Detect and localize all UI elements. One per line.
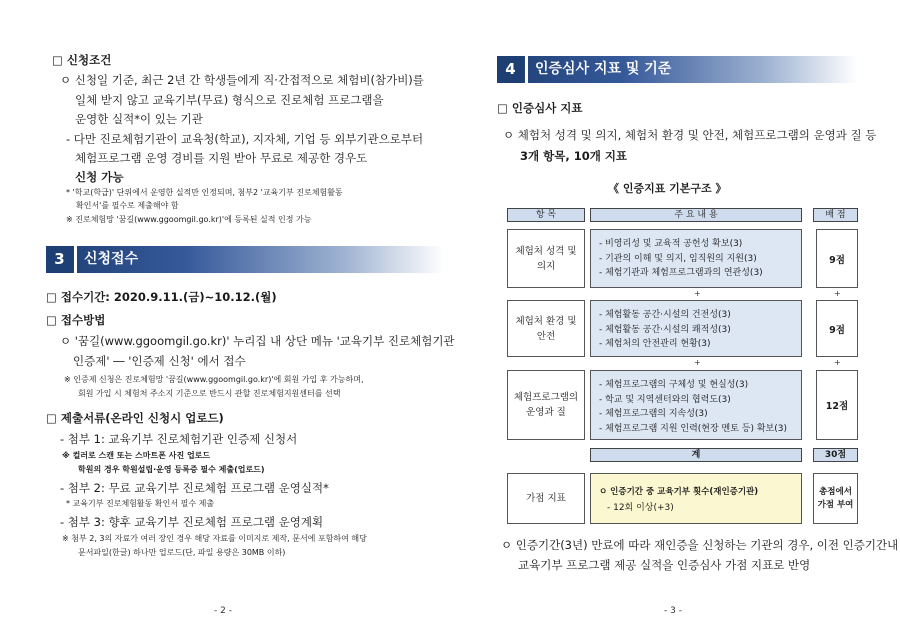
docs-item-3: - 첨부 3: 향후 교육기부 진로체험 프로그램 운영계획 (60, 515, 324, 529)
section-4-title: 인증심사 지표 및 기준 (535, 61, 672, 77)
row-1-score: 9점 (816, 229, 858, 288)
period-heading: □ 접수기간: 2020.9.11.(금)~10.12.(월) (46, 290, 277, 304)
docs-item-1: - 첨부 1: 교육기부 진로체험기관 인증제 신청서 (60, 432, 298, 446)
plus-sign: + (834, 358, 841, 367)
row-1-item: - 비영리성 및 교육적 공헌성 확보(3) (599, 239, 743, 249)
indicator-line-1: ㅇ 체험처 성격 및 의지, 체험처 환경 및 안전, 체험프로그램의 운영과 질 등 (503, 128, 877, 142)
conditions-note-1: * '학교(학급)' 단위에서 운영한 실적만 인정되며, 첨부2 '교육기부 진로체험활동 (66, 188, 343, 197)
table-header-item: 항 목 (507, 208, 585, 222)
method-line-2: 인증제' ― '인증제 신청' 에서 접수 (73, 354, 246, 368)
total-score: 30점 (813, 448, 858, 462)
left-page-number: - 2 - (214, 606, 232, 616)
docs-note-2: 학원의 경우 학원설립·운영 등록증 필수 제출(업로드) (78, 465, 265, 474)
row-3-item: - 체험프로그램의 지속성(3) (599, 409, 708, 419)
row-3-score: 12점 (816, 370, 858, 440)
method-note-2: 회원 가입 시 체험처 주소지 기준으로 반드시 관할 진로체험지원센터를 선택 (78, 389, 341, 398)
docs-item-2: - 첨부 2: 무료 교육기부 진로체험 프로그램 운영실적* (60, 481, 329, 495)
bonus-score: 총점에서 가점 부여 (813, 473, 858, 524)
table-header-content: 주 요 내 용 (590, 208, 802, 222)
row-1-item: - 체험기관과 체험프로그램과의 연관성(3) (599, 268, 763, 278)
conditions-note-3: ※ 진로체험망 '꿈길(www.ggoomgil.go.kr)'에 등록된 실적 인정 가능 (66, 215, 312, 224)
section-3-title: 신청접수 (84, 251, 139, 267)
bonus-content (590, 473, 802, 524)
row-1-item: - 기관의 이해 및 의지, 임직원의 지원(3) (599, 253, 757, 264)
row-3-title: 체험프로그램의 운영과 질 (507, 370, 585, 440)
total-label: 계 (590, 448, 802, 462)
conditions-note-2: 확인서'를 필수로 제출해야 함 (76, 201, 179, 210)
row-2-content (590, 300, 802, 357)
row-3-item: - 체험프로그램의 구체성 및 현실성(3) (599, 380, 749, 390)
indicator-line-2: 3개 항목, 10개 지표 (520, 149, 628, 163)
table-header-score: 배 점 (813, 208, 858, 222)
docs-note-3: * 교육기부 진로체험활동 확인서 필수 제출 (66, 499, 215, 508)
row-2-title: 체험처 환경 및 안전 (507, 300, 585, 357)
docs-note-1: ※ 컬러로 스캔 또는 스마트폰 사진 업로드 (62, 451, 211, 460)
right-page-number: - 3 - (664, 606, 682, 616)
conditions-line-3: 운영한 실적*이 있는 기관 (75, 112, 203, 126)
conditions-line-4: - 다만 진로체험기관이 교육청(학교), 지자체, 기업 등 외부기관으로부터 (66, 132, 424, 146)
bonus-title: 가점 지표 (507, 473, 585, 524)
bottom-line-1: ㅇ 인증기간(3년) 만료에 따라 재인증을 신청하는 기관의 경우, 이전 인증기간내 (501, 538, 899, 552)
section-3-number: 3 (46, 246, 73, 273)
indicator-heading: □ 인증심사 지표 (497, 101, 583, 115)
docs-note-5: 문서파일(한글) 하나만 업로드(단, 파일 용량은 30MB 이하) (78, 548, 286, 557)
row-3-item: - 학교 및 지역센터와의 협력도(3) (599, 394, 731, 405)
conditions-heading: □ 신청조건 (52, 53, 112, 67)
plus-sign: + (694, 358, 701, 367)
method-heading: □ 접수방법 (46, 313, 106, 327)
row-2-score: 9점 (816, 300, 858, 357)
structure-title: 《 인증지표 기본구조 》 (608, 182, 727, 195)
bonus-item: ㅇ 인증기간 중 교육기부 횟수(재인증기관) (599, 487, 759, 497)
plus-sign: + (694, 289, 701, 298)
row-1-title: 체험처 성격 및 의지 (507, 229, 585, 288)
section-4-header (497, 56, 857, 83)
section-4-number: 4 (497, 56, 524, 83)
plus-sign: + (834, 289, 841, 298)
row-3-item: - 체험프로그램 지원 인력(현장 멘토 등) 확보(3) (599, 423, 787, 434)
conditions-line-2: 일체 받지 않고 교육기부(무료) 형식으로 진로체험 프로그램을 (75, 93, 384, 107)
row-3-content (590, 370, 802, 440)
docs-heading: □ 제출서류(온라인 신청시 업로드) (46, 411, 224, 425)
method-note-1: ※ 인증제 신청은 진로체험망 '꿈길(www.ggoomgil.go.kr)'에 회원 가입 후 가능하며, (64, 375, 364, 384)
bonus-item: - 12회 이상(+3) (607, 503, 674, 513)
method-line-1: ㅇ '꿈길(www.ggoomgil.go.kr)' 누리집 내 상단 메뉴 '교육기부 진로체험기관 (60, 334, 455, 348)
docs-note-4: ※ 첨부 2, 3의 자료가 여러 장인 경우 해당 자료를 이미지로 제작, 문서에 포함하여 해당 (62, 534, 367, 543)
section-3-header (46, 246, 444, 273)
conditions-line-6: 신청 가능 (75, 170, 124, 184)
row-2-item: - 체험활동 공간·시설의 건전성(3) (599, 310, 731, 320)
bottom-line-2: 교육기부 프로그램 제공 실적을 인증심사 가점 지표로 반영 (518, 558, 811, 572)
row-2-item: - 체험처의 안전관리 현황(3) (599, 339, 711, 349)
conditions-line-1: ㅇ 신청일 기준, 최근 2년 간 학생들에게 직·간접적으로 체험비(참가비)를 (60, 73, 424, 87)
conditions-line-5: 체험프로그램 운영 경비를 지원 받아 무료로 제공한 경우도 (75, 151, 368, 165)
row-2-item: - 체험활동 공간·시설의 쾌적성(3) (599, 324, 731, 335)
row-1-content (590, 229, 802, 288)
